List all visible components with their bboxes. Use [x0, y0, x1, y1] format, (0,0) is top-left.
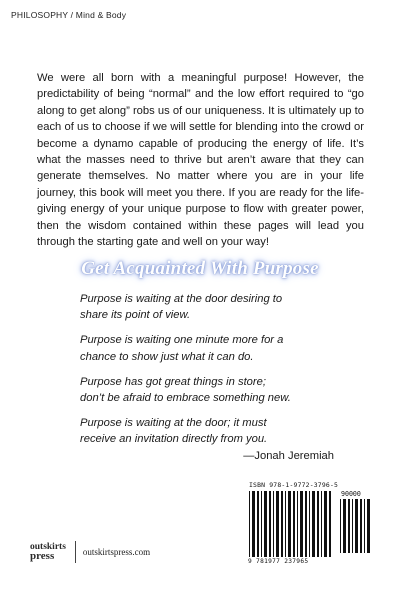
barcode-bar	[252, 491, 255, 557]
barcode-bar	[249, 491, 250, 557]
poem-stanza	[80, 332, 335, 365]
barcode-bar	[312, 491, 315, 557]
barcode-bar	[288, 491, 291, 557]
barcode-bar	[309, 491, 310, 557]
publisher-logo-line2: press	[30, 550, 55, 562]
back-cover-blurb: We were all born with a meaningful purpose! However, the predictability of being “normal” and the low effort required to “go along to get along” robs us of our uniqueness. It is ultimately up to each of us to choose if we will settle for blending into the crowd or become a dynamo capable of producing the energy of life. It’s what the masses need to thrive but aren’t aware that they can generate themselves. No matter where you are in your life journey, this book will meet you there. If you are ready for the life-giving energy of your unique purpose to flow with greater power, then the wisdom contained within these pages will lead you through the starting gate and well on your way!	[37, 72, 364, 249]
barcode-bar	[281, 491, 283, 557]
barcode-bar	[300, 491, 303, 557]
isbn-number: ISBN 978-1-9772-3796-5	[249, 481, 339, 489]
poem-line: don’t be afraid to embrace something new.	[80, 392, 291, 405]
barcode-bar	[276, 491, 279, 557]
barcode-bar	[321, 491, 322, 557]
poem-line: Purpose is waiting at the door; it must	[80, 417, 267, 430]
barcode-bar	[324, 491, 327, 557]
publisher-logo-line1: outskirts	[30, 542, 66, 552]
barcode-bar	[257, 491, 259, 557]
barcode-bar	[340, 499, 341, 553]
isbn-barcode	[246, 480, 374, 569]
publisher-footer	[30, 541, 150, 563]
barcode-bar	[297, 491, 298, 557]
barcode-bar	[317, 491, 319, 557]
barcode-bar	[367, 499, 370, 553]
barcode-bar	[285, 491, 286, 557]
barcode-bar	[343, 499, 346, 553]
section-heading: Get Acquainted With Purpose	[81, 258, 319, 279]
category-label: PHILOSOPHY / Mind & Body	[11, 10, 127, 20]
price-barcode-bars	[340, 499, 370, 553]
poem-line: Purpose is waiting one minute more for a	[80, 334, 284, 347]
poem-line: Purpose has got great things in store;	[80, 375, 266, 388]
publisher-website: outskirtspress.com	[82, 547, 151, 557]
poem-stanza	[80, 415, 335, 448]
barcode-bar	[352, 499, 353, 553]
poem	[80, 291, 335, 457]
barcode-bar	[273, 491, 274, 557]
barcode-digits: 9 781977 237965	[248, 558, 309, 565]
poem-line: chance to show just what it can do.	[80, 350, 254, 363]
price-code: 90000	[341, 490, 361, 498]
poem-line: receive an invitation directly from you.	[80, 433, 268, 446]
barcode-bar	[269, 491, 271, 557]
barcode-bar	[355, 499, 358, 553]
poem-stanza	[80, 374, 335, 407]
barcode-bars	[249, 491, 333, 557]
barcode-bar	[293, 491, 295, 557]
barcode-bar	[348, 499, 350, 553]
barcode-bar	[360, 499, 362, 553]
poem-stanza	[80, 291, 335, 324]
barcode-bar	[364, 499, 365, 553]
poem-attribution: —Jonah Jeremiah	[243, 450, 334, 462]
barcode-bar	[264, 491, 267, 557]
footer-divider	[75, 541, 76, 563]
barcode-bar	[261, 491, 262, 557]
barcode-bar	[329, 491, 331, 557]
poem-line: Purpose is waiting at the door desiring to	[80, 293, 283, 305]
barcode-bar	[305, 491, 307, 557]
poem-line: share its point of view.	[80, 309, 191, 322]
publisher-logo	[30, 543, 66, 561]
